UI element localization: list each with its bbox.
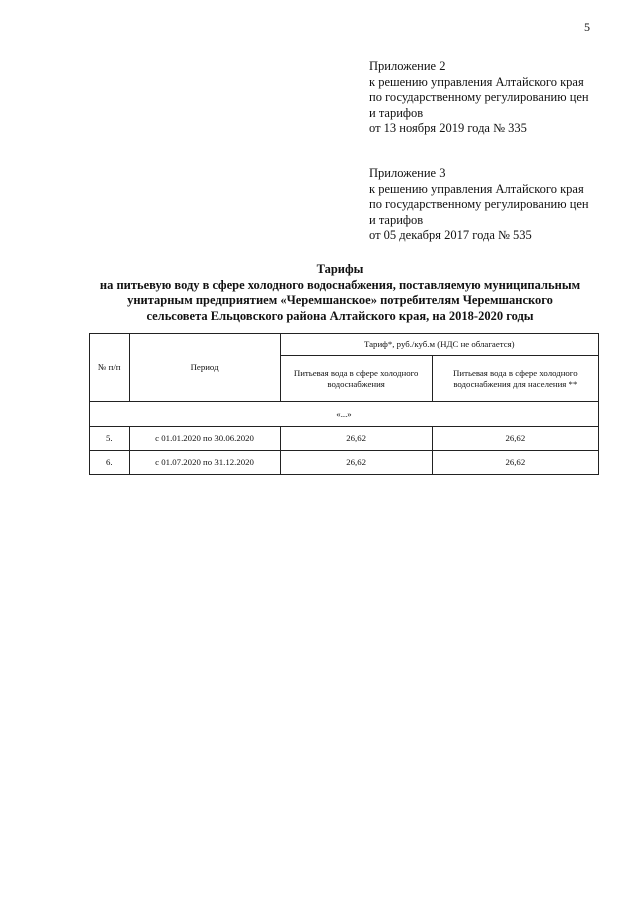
title-line-2: на питьевую воду в сфере холодного водоснабжения, поставляемую муниципальным xyxy=(99,277,581,292)
appendix-2-line-3: по государственному регулированию цен xyxy=(369,90,589,104)
appendix-2-line-2: к решению управления Алтайского края xyxy=(369,74,584,89)
appendix-3-block xyxy=(369,166,619,244)
header-tariff-group: Тариф*, руб./куб.м (НДС не облагается) xyxy=(280,334,598,356)
table-ellipsis-row xyxy=(90,402,599,427)
appendix-3-line-2: к решению управления Алтайского края xyxy=(369,181,584,196)
table-row xyxy=(90,451,599,475)
appendix-2-line-4: и тарифов xyxy=(369,105,424,120)
appendix-3-line-5: от 05 декабря 2017 года № 535 xyxy=(369,228,532,242)
appendix-3-line-1: Приложение 3 xyxy=(369,166,446,180)
title-line-3: унитарным предприятием «Черемшанское» потребителям Черемшанского xyxy=(127,293,553,307)
appendix-3-line-4: и тарифов xyxy=(369,212,424,227)
header-num: № п/п xyxy=(90,334,130,402)
ellipsis-cell: «...» xyxy=(90,402,599,427)
appendix-3-line-3: по государственному регулированию цен xyxy=(369,197,589,211)
appendix-2-line-1: Приложение 2 xyxy=(369,59,446,73)
row-tariff-1: 26,62 xyxy=(280,427,432,451)
header-tariff-1: Питьевая вода в сфере холодного водоснабжения xyxy=(280,356,432,402)
row-tariff-1: 26,62 xyxy=(280,451,432,475)
table-row xyxy=(90,427,599,451)
row-period: с 01.07.2020 по 31.12.2020 xyxy=(129,451,280,475)
row-period: с 01.01.2020 по 30.06.2020 xyxy=(129,427,280,451)
header-period: Период xyxy=(129,334,280,402)
page-number: 5 xyxy=(584,20,590,34)
row-num: 5. xyxy=(90,427,130,451)
table-header-row xyxy=(90,334,599,356)
title-line-4: сельсовета Ельцовского района Алтайского края, на 2018-2020 годы xyxy=(146,308,534,323)
row-tariff-2: 26,62 xyxy=(432,451,598,475)
title-line-1: Тарифы xyxy=(316,262,364,276)
row-num: 6. xyxy=(90,451,130,475)
tariffs-table xyxy=(89,333,599,475)
appendix-2-line-5: от 13 ноября 2019 года № 335 xyxy=(369,121,527,135)
row-tariff-2: 26,62 xyxy=(432,427,598,451)
appendix-2-block xyxy=(369,59,619,137)
header-tariff-2: Питьевая вода в сфере холодного водоснабжения для населения ** xyxy=(432,356,598,402)
document-title xyxy=(60,262,620,324)
